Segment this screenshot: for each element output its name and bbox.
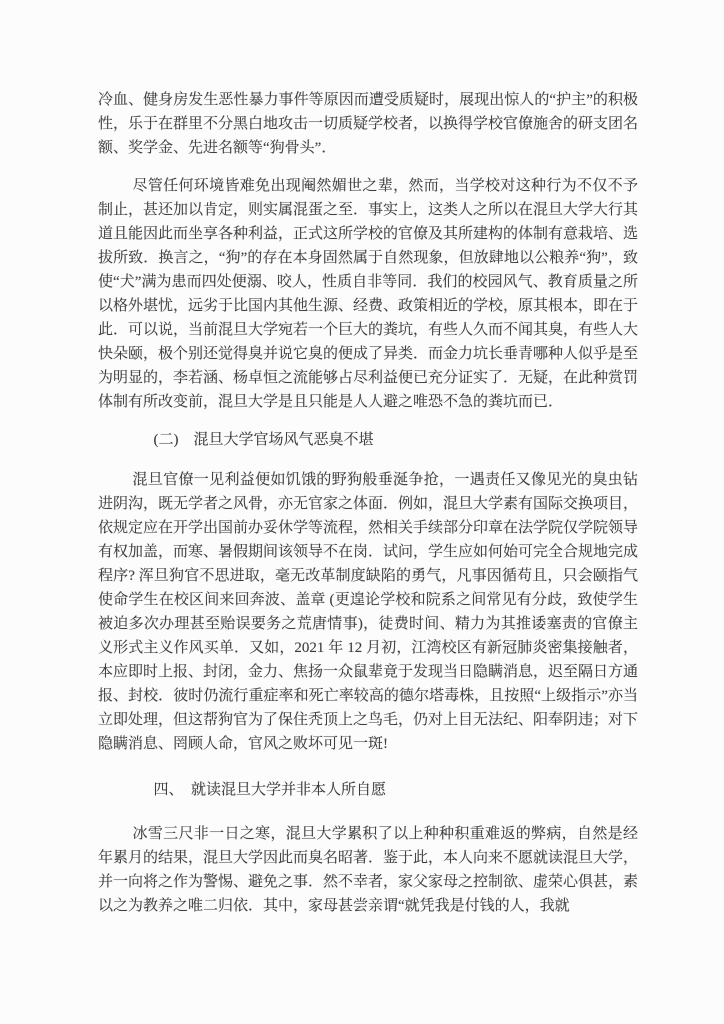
body-paragraph-bureaucracy: 混旦官僚一见利益便如饥饿的野狗般垂涎争抢，一遇责任又像见光的臭虫钻进阴沟，既无学者之风骨，亦无官家之体面．例如，混旦大学素有国际交换项目，依规定应在开学出国前办妥休学等流程，然相关手续部分印章在法学院仅学院领导有权加盖，而寒、暑假期间该领导不在岗．试问，学生应如何始可完全合规地完成程序? 浑旦狗官不思进取，毫无改革制度缺陷的勇气，凡事因循苟且，只会颐指气使命学生在校区间来回奔波、盖章 (更遑论学校和院系之间常见有分歧，致使学生被迫多次办理甚至贻误要务之荒唐情事)，徒费时间、精力为其推诿塞责的官僚主义形式主义作风买单．又如，2021 年 12 月初，江湾校区有新冠肺炎密集接触者，本应即时上报、封闭，金力、焦扬一众鼠辈竟于发现当日隐瞒消息，迟至隔日方通报、封校．彼时仍流行重症率和死亡率较高的德尔塔毒株，且按照“上级指示”亦当立即处理，但这帮狗官为了保住秃顶上之鸟毛，仍对上目无法纪、阳奉阴违；对下隐瞒消息、罔顾人命，官风之败坏可见一斑! [98, 472, 639, 752]
section-heading-4: 四、 就读混旦大学并非本人所自愿 [153, 782, 387, 798]
section-heading-2: (二) 混旦大学官场风气恶臭不堪 [153, 432, 374, 448]
body-paragraph-unwilling-enrollment: 冰雪三尺非一日之寒，混旦大学累积了以上种种积重难返的弊病，自然是经年累月的结果，混旦大学因此而臭名昭著．鉴于此，本人向来不愿就读混旦大学，并一向将之作为警惕、避免之事．然不幸者，家父家母之控制欲、虚荣心俱甚，素以之为教养之唯二归依．其中，家母甚尝亲谓“就凭我是付钱的人，我就 [98, 826, 639, 914]
body-paragraph-dog-system: 尽管任何环境皆难免出现阉然媚世之辈，然而，当学校对这种行为不仅不予制止，甚还加以肯定，则实属混蛋之至．事实上，这类人之所以在混旦大学大行其道且能因此而坐享各种利益，正式这所学校的官僚及其所建构的体制有意栽培、选拔所致．换言之，“狗”的存在本身固然属于自然现象，但放肆地以公粮养“狗”，致使“犬”满为患而四处便溺、咬人，性质自非等同．我们的校园风气、教育质量之所以格外堪忧，远劣于比国内其他生源、经费、政策相近的学校，原其根本，即在于此．可以说，当前混旦大学宛若一个巨大的粪坑，有些人久而不闻其臭，有些人大快朵颐，极个别还觉得臭并说它臭的便成了异类．而金力坑长垂青哪种人似乎是至为明显的，李若涵、杨卓恒之流能够占尽利益便已充分证实了．无疑，在此种赏罚体制有所改变前，混旦大学是且只能是人人避之唯恐不急的粪坑而已． [98, 178, 639, 410]
body-paragraph-continuation: 冷血、健身房发生恶性暴力事件等原因而遭受质疑时，展现出惊人的“护主”的积极性，乐于在群里不分黑白地攻击一切质疑学校者，以换得学校官僚施舍的研支团名额、奖学金、先进名额等“狗骨头”． [98, 92, 639, 156]
